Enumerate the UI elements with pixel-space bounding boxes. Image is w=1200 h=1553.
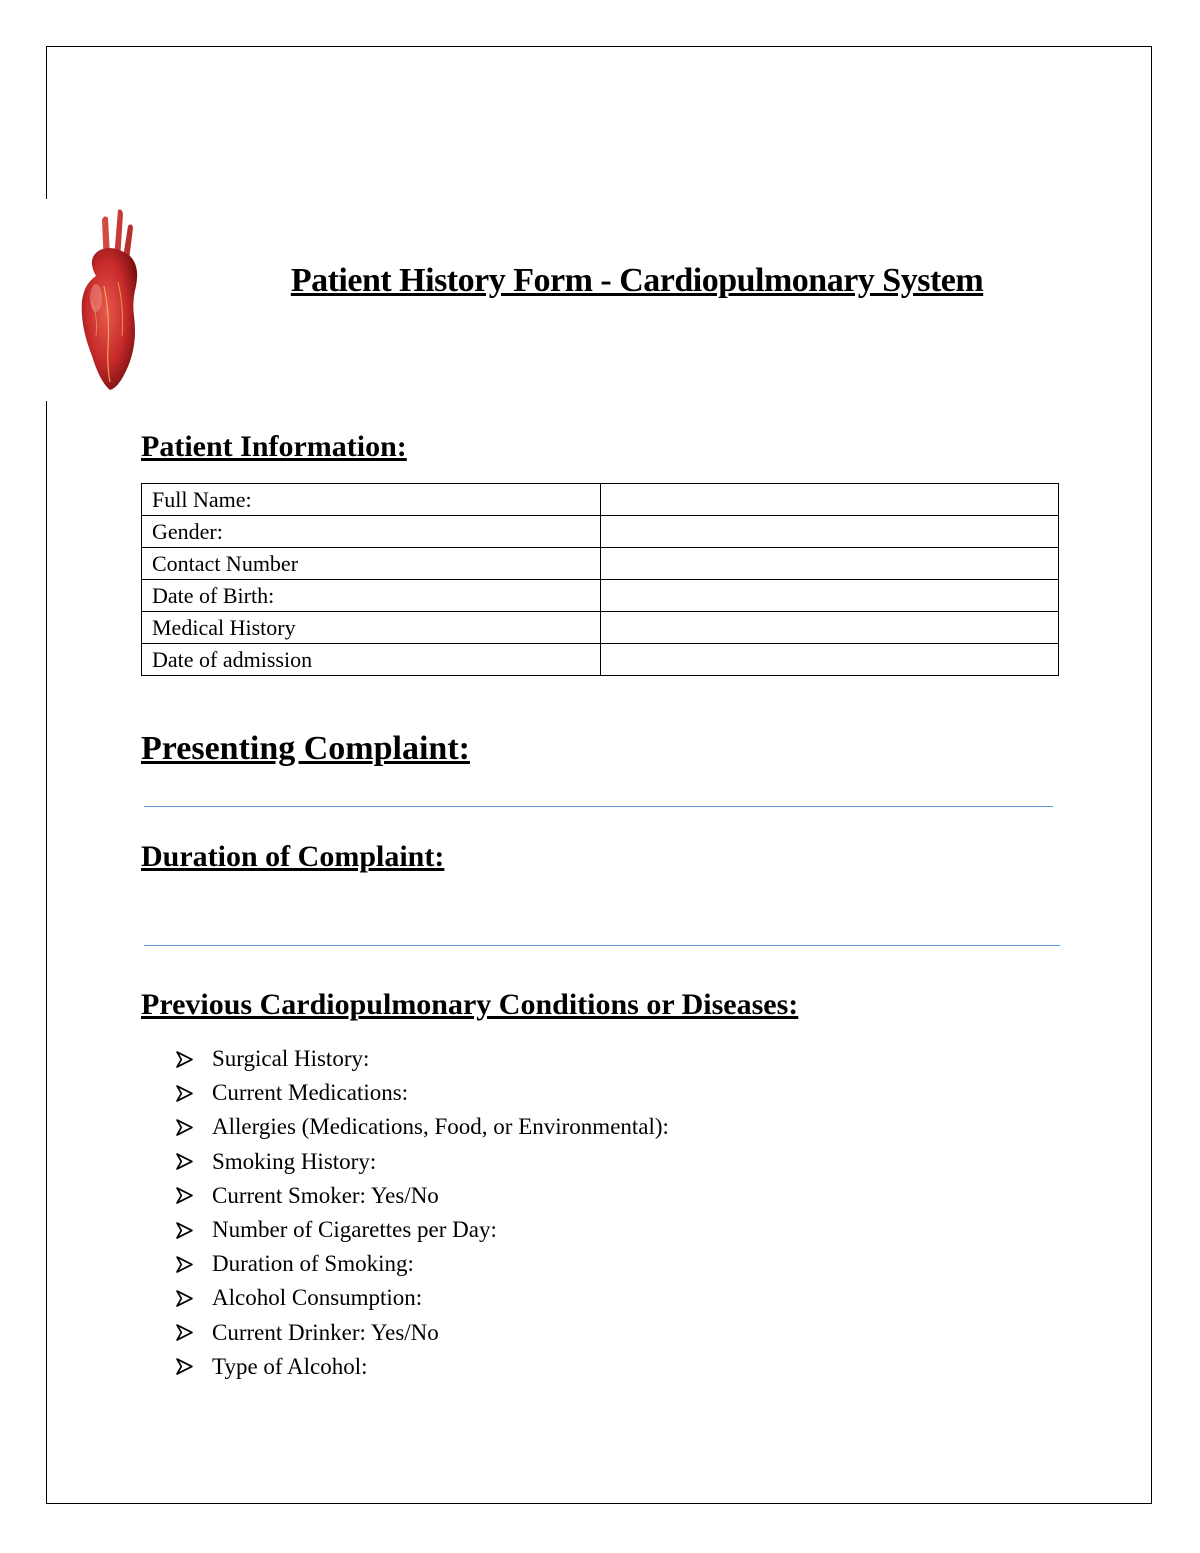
arrowhead-bullet-icon [176, 1358, 212, 1375]
list-item [176, 1179, 669, 1213]
date-of-birth-field[interactable] [601, 580, 1059, 612]
date-of-admission-field[interactable] [601, 644, 1059, 676]
list-item-text: Allergies (Medications, Food, or Environmental): [212, 1114, 669, 1140]
date-of-birth-label: Date of Birth: [142, 580, 601, 612]
list-item [176, 1350, 669, 1384]
duration-of-complaint-heading: Duration of Complaint: [141, 840, 445, 873]
list-item [176, 1281, 669, 1315]
form-title: Patient History Form - Cardiopulmonary System [290, 262, 984, 299]
presenting-complaint-heading: Presenting Complaint: [141, 730, 470, 767]
arrowhead-bullet-icon [176, 1222, 212, 1239]
list-item [176, 1247, 669, 1281]
list-item-text: Alcohol Consumption: [212, 1285, 423, 1311]
arrowhead-bullet-icon [176, 1085, 212, 1102]
table-row [142, 612, 1059, 644]
duration-of-complaint-line[interactable] [144, 945, 1060, 946]
list-item-text: Smoking History: [212, 1148, 377, 1174]
list-item [176, 1042, 669, 1076]
previous-conditions-heading: Previous Cardiopulmonary Conditions or Diseases: [141, 988, 799, 1021]
patient-information-heading: Patient Information: [141, 430, 407, 463]
arrowhead-bullet-icon [176, 1187, 212, 1204]
list-item-text: Duration of Smoking: [212, 1251, 414, 1277]
list-item [176, 1316, 669, 1350]
date-of-admission-label: Date of admission [142, 644, 601, 676]
heart-icon [74, 206, 146, 396]
table-row [142, 580, 1059, 612]
list-item-text: Current Medications: [212, 1080, 409, 1106]
arrowhead-bullet-icon [176, 1119, 212, 1136]
arrowhead-bullet-icon [176, 1153, 212, 1170]
table-row [142, 548, 1059, 580]
arrowhead-bullet-icon [176, 1051, 212, 1068]
medical-history-field[interactable] [601, 612, 1059, 644]
arrowhead-bullet-icon [176, 1290, 212, 1307]
gender-field[interactable] [601, 516, 1059, 548]
list-item [176, 1076, 669, 1110]
list-item-text: Current Smoker: Yes/No [212, 1182, 439, 1208]
list-item-text: Type of Alcohol: [212, 1353, 368, 1379]
arrowhead-bullet-icon [176, 1324, 212, 1341]
table-row [142, 516, 1059, 548]
contact-number-field[interactable] [601, 548, 1059, 580]
list-item [176, 1110, 669, 1144]
list-item [176, 1145, 669, 1179]
gender-label: Gender: [142, 516, 601, 548]
contact-number-label: Contact Number [142, 548, 601, 580]
list-item-text: Number of Cigarettes per Day: [212, 1217, 497, 1243]
list-item-text: Surgical History: [212, 1046, 370, 1072]
list-item [176, 1213, 669, 1247]
patient-info-table [141, 483, 1059, 676]
border-gap [44, 199, 50, 401]
arrowhead-bullet-icon [176, 1256, 212, 1273]
table-row [142, 644, 1059, 676]
presenting-complaint-line[interactable] [144, 806, 1053, 807]
conditions-list [176, 1042, 669, 1384]
full-name-label: Full Name: [142, 484, 601, 516]
medical-history-label: Medical History [142, 612, 601, 644]
list-item-text: Current Drinker: Yes/No [212, 1319, 439, 1345]
full-name-field[interactable] [601, 484, 1059, 516]
table-row [142, 484, 1059, 516]
